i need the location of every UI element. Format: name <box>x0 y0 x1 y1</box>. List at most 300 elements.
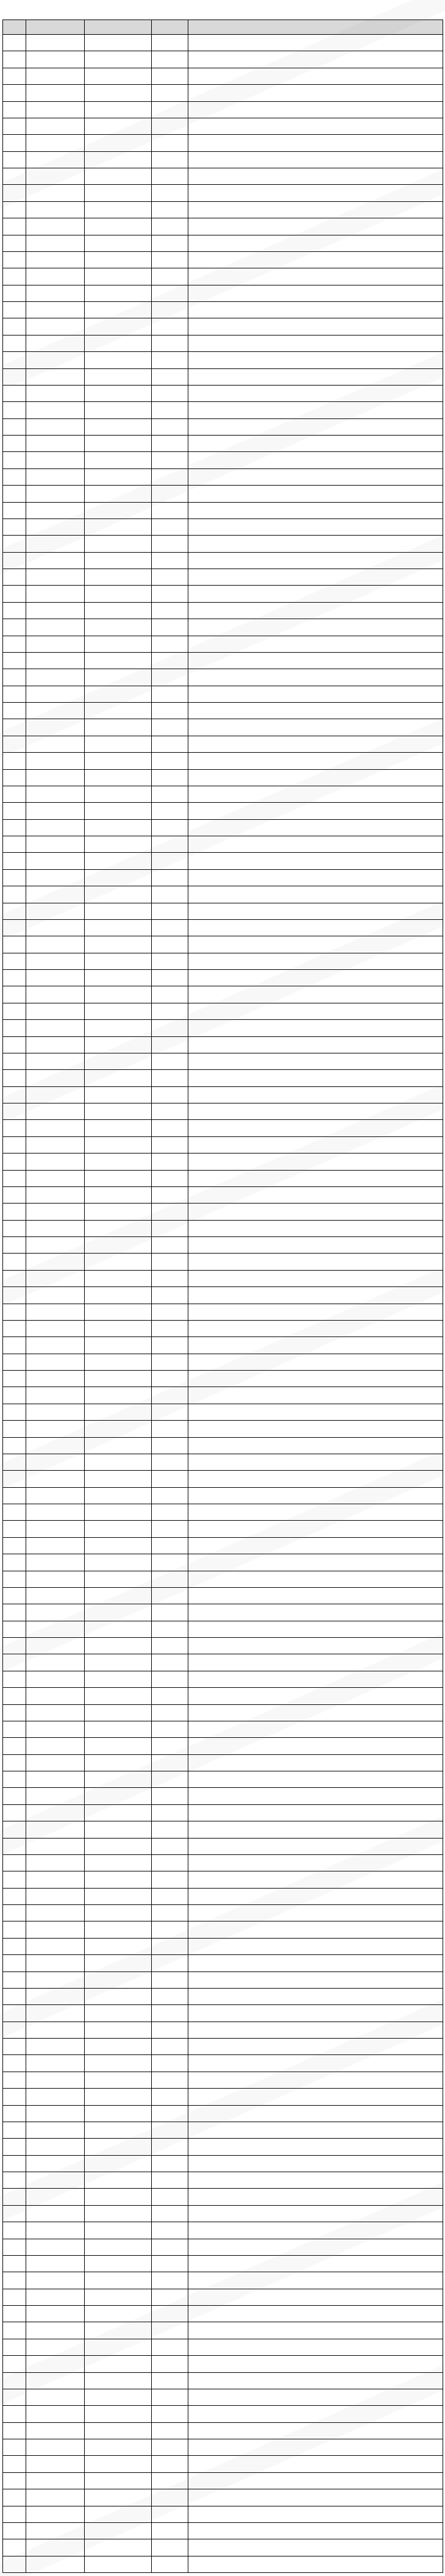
table-row <box>3 602 443 619</box>
cell-district <box>26 2089 85 2105</box>
table-row <box>3 1838 443 1854</box>
cell-gender <box>152 836 188 853</box>
cell-index <box>3 1604 26 1621</box>
cell-index <box>3 436 26 452</box>
table-row <box>3 201 443 218</box>
cell-district <box>26 1170 85 1186</box>
table-row <box>3 486 443 502</box>
cell-school-class <box>188 201 443 218</box>
cell-school-class <box>188 1036 443 1053</box>
cell-index <box>3 352 26 368</box>
cell-gender <box>152 552 188 569</box>
cell-district <box>26 235 85 251</box>
table-row <box>3 502 443 518</box>
cell-index <box>3 1103 26 1120</box>
cell-gender <box>152 602 188 619</box>
cell-school-class <box>188 552 443 569</box>
table-row <box>3 1554 443 1571</box>
cell-district <box>26 1754 85 1771</box>
cell-name <box>85 1871 152 1888</box>
cell-school-class <box>188 1754 443 1771</box>
cell-name <box>85 986 152 1003</box>
cell-district <box>26 1471 85 1487</box>
cell-index <box>3 1788 26 1804</box>
cell-district <box>26 1688 85 1704</box>
cell-index <box>3 569 26 586</box>
cell-gender <box>152 168 188 185</box>
table-row <box>3 218 443 235</box>
cell-name <box>85 1854 152 1871</box>
cell-school-class <box>188 2155 443 2172</box>
cell-index <box>3 2422 26 2439</box>
cell-index <box>3 1153 26 1170</box>
cell-school-class <box>188 2105 443 2122</box>
cell-school-class <box>188 1621 443 1637</box>
cell-index <box>3 2289 26 2305</box>
table-row <box>3 1638 443 1654</box>
cell-name <box>85 2406 152 2422</box>
table-row <box>3 1487 443 1504</box>
cell-school-class <box>188 352 443 368</box>
cell-gender <box>152 185 188 201</box>
cell-district <box>26 1371 85 1387</box>
cell-school-class <box>188 1854 443 1871</box>
cell-school-class <box>188 452 443 468</box>
cell-gender <box>152 2472 188 2489</box>
table-row <box>3 2105 443 2122</box>
table-row <box>3 1070 443 1086</box>
cell-name <box>85 2005 152 2022</box>
cell-district <box>26 2506 85 2522</box>
cell-gender <box>152 2556 188 2572</box>
cell-district <box>26 2556 85 2572</box>
cell-index <box>3 2155 26 2172</box>
cell-name <box>85 1821 152 1838</box>
cell-school-class <box>188 1554 443 1571</box>
cell-name <box>85 652 152 669</box>
cell-gender <box>152 1437 188 1454</box>
cell-district <box>26 1487 85 1504</box>
table-row <box>3 970 443 986</box>
cell-district <box>26 1921 85 1938</box>
cell-district <box>26 2055 85 2072</box>
cell-index <box>3 636 26 652</box>
cell-school-class <box>188 251 443 268</box>
cell-district <box>26 1354 85 1370</box>
cell-school-class <box>188 85 443 101</box>
cell-district <box>26 2522 85 2539</box>
cell-school-class <box>188 1721 443 1737</box>
table-row <box>3 468 443 485</box>
cell-gender <box>152 1354 188 1370</box>
cell-index <box>3 1921 26 1938</box>
cell-school-class <box>188 986 443 1003</box>
cell-index <box>3 2406 26 2422</box>
table-row <box>3 1086 443 1103</box>
cell-gender <box>152 2005 188 2022</box>
table-row <box>3 2172 443 2189</box>
cell-index <box>3 1320 26 1336</box>
table-row <box>3 2506 443 2522</box>
cell-name <box>85 1788 152 1804</box>
cell-name <box>85 385 152 401</box>
cell-name <box>85 1053 152 1069</box>
table-row <box>3 1036 443 1053</box>
cell-district <box>26 1287 85 1304</box>
cell-name <box>85 2506 152 2522</box>
cell-index <box>3 1220 26 1236</box>
cell-school-class <box>188 1103 443 1120</box>
cell-district <box>26 285 85 301</box>
table-row <box>3 235 443 251</box>
cell-school-class <box>188 151 443 168</box>
cell-index <box>3 35 26 51</box>
cell-school-class <box>188 1320 443 1336</box>
cell-school-class <box>188 1571 443 1587</box>
cell-index <box>3 1905 26 1921</box>
cell-school-class <box>188 2406 443 2422</box>
cell-school-class <box>188 1921 443 1938</box>
cell-district <box>26 452 85 468</box>
cell-school-class <box>188 1471 443 1487</box>
cell-gender <box>152 2022 188 2038</box>
table-row <box>3 1003 443 1019</box>
cell-index <box>3 2122 26 2138</box>
cell-district <box>26 1704 85 1721</box>
cell-index <box>3 318 26 335</box>
cell-school-class <box>188 302 443 318</box>
cell-index <box>3 1771 26 1788</box>
cell-gender <box>152 1988 188 2004</box>
cell-index <box>3 803 26 819</box>
cell-gender <box>152 1304 188 1320</box>
cell-district <box>26 953 85 969</box>
cell-district <box>26 1337 85 1354</box>
cell-name <box>85 602 152 619</box>
cell-gender <box>152 1053 188 1069</box>
cell-school-class <box>188 602 443 619</box>
cell-gender <box>152 669 188 686</box>
cell-index <box>3 2356 26 2372</box>
cell-index <box>3 919 26 936</box>
table-row <box>3 318 443 335</box>
cell-gender <box>152 769 188 786</box>
cell-index <box>3 335 26 351</box>
cell-school-class <box>188 2356 443 2372</box>
cell-name <box>85 1905 152 1921</box>
roster-table <box>2 20 443 2573</box>
cell-name <box>85 1454 152 1470</box>
cell-school-class <box>188 2439 443 2456</box>
table-row <box>3 1988 443 2004</box>
table-row <box>3 886 443 903</box>
cell-district <box>26 1036 85 1053</box>
cell-index <box>3 1971 26 1988</box>
cell-school-class <box>188 1070 443 1086</box>
cell-name <box>85 2289 152 2305</box>
table-row <box>3 185 443 201</box>
cell-name <box>85 1671 152 1687</box>
cell-index <box>3 2456 26 2472</box>
table-row <box>3 1287 443 1304</box>
cell-school-class <box>188 886 443 903</box>
cell-school-class <box>188 636 443 652</box>
cell-school-class <box>188 2122 443 2138</box>
cell-gender <box>152 201 188 218</box>
cell-index <box>3 769 26 786</box>
cell-gender <box>152 1838 188 1854</box>
cell-name <box>85 486 152 502</box>
cell-name <box>85 1304 152 1320</box>
cell-school-class <box>188 1437 443 1454</box>
cell-name <box>85 786 152 802</box>
table-row <box>3 2522 443 2539</box>
cell-gender <box>152 1854 188 1871</box>
table-row <box>3 1220 443 1236</box>
cell-gender <box>152 686 188 702</box>
cell-district <box>26 1086 85 1103</box>
cell-gender <box>152 51 188 68</box>
cell-school-class <box>188 1688 443 1704</box>
cell-gender <box>152 803 188 819</box>
cell-school-class <box>188 486 443 502</box>
cell-school-class <box>188 235 443 251</box>
cell-index <box>3 1120 26 1136</box>
cell-name <box>85 418 152 435</box>
cell-gender <box>152 2339 188 2355</box>
cell-district <box>26 936 85 953</box>
cell-name <box>85 268 152 285</box>
cell-district <box>26 2422 85 2439</box>
cell-gender <box>152 1638 188 1654</box>
cell-index <box>3 1738 26 1754</box>
cell-district <box>26 803 85 819</box>
cell-gender <box>152 1521 188 1537</box>
cell-school-class <box>188 218 443 235</box>
cell-school-class <box>188 853 443 869</box>
cell-school-class <box>188 1237 443 1254</box>
cell-name <box>85 85 152 101</box>
cell-gender <box>152 502 188 518</box>
cell-district <box>26 1237 85 1254</box>
cell-school-class <box>188 2506 443 2522</box>
cell-gender <box>152 2089 188 2105</box>
cell-name <box>85 1153 152 1170</box>
table-row <box>3 936 443 953</box>
cell-gender <box>152 636 188 652</box>
cell-district <box>26 1153 85 1170</box>
cell-school-class <box>188 919 443 936</box>
cell-school-class <box>188 118 443 134</box>
cell-school-class <box>188 1136 443 1153</box>
cell-district <box>26 2022 85 2038</box>
cell-school-class <box>188 719 443 736</box>
cell-name <box>85 2139 152 2155</box>
cell-school-class <box>188 468 443 485</box>
cell-gender <box>152 1371 188 1387</box>
cell-gender <box>152 586 188 602</box>
table-row <box>3 1504 443 1521</box>
cell-index <box>3 2306 26 2322</box>
cell-district <box>26 218 85 235</box>
cell-index <box>3 2205 26 2222</box>
cell-index <box>3 836 26 853</box>
cell-index <box>3 1371 26 1387</box>
cell-school-class <box>188 1504 443 1521</box>
cell-district <box>26 2306 85 2322</box>
cell-index <box>3 953 26 969</box>
cell-name <box>85 853 152 869</box>
table-row <box>3 819 443 836</box>
table-row <box>3 1621 443 1637</box>
cell-school-class <box>188 1404 443 1420</box>
table-row <box>3 2089 443 2105</box>
cell-school-class <box>188 101 443 118</box>
cell-name <box>85 1521 152 1537</box>
cell-gender <box>152 1971 188 1988</box>
cell-school-class <box>188 2472 443 2489</box>
cell-index <box>3 2439 26 2456</box>
cell-name <box>85 2172 152 2189</box>
cell-district <box>26 836 85 853</box>
cell-gender <box>152 736 188 752</box>
cell-index <box>3 1754 26 1771</box>
cell-gender <box>152 1604 188 1621</box>
cell-gender <box>152 2155 188 2172</box>
cell-gender <box>152 452 188 468</box>
cell-name <box>85 2439 152 2456</box>
cell-gender <box>152 2222 188 2239</box>
cell-district <box>26 536 85 552</box>
cell-name <box>85 736 152 752</box>
cell-index <box>3 235 26 251</box>
cell-gender <box>152 2172 188 2189</box>
header-index <box>3 20 26 35</box>
cell-district <box>26 586 85 602</box>
cell-gender <box>152 1554 188 1571</box>
cell-name <box>85 468 152 485</box>
cell-name <box>85 2322 152 2339</box>
cell-name <box>85 970 152 986</box>
cell-gender <box>152 2422 188 2439</box>
table-row <box>3 2039 443 2055</box>
table-row <box>3 1304 443 1320</box>
cell-index <box>3 418 26 435</box>
table-row <box>3 1955 443 1971</box>
cell-district <box>26 1671 85 1687</box>
cell-district <box>26 2039 85 2055</box>
cell-index <box>3 1638 26 1654</box>
cell-name <box>85 1604 152 1621</box>
cell-name <box>85 318 152 335</box>
table-row <box>3 2556 443 2572</box>
cell-name <box>85 2072 152 2088</box>
cell-index <box>3 853 26 869</box>
table-row <box>3 1704 443 1721</box>
cell-name <box>85 936 152 953</box>
cell-index <box>3 402 26 418</box>
table-row <box>3 753 443 769</box>
cell-school-class <box>188 586 443 602</box>
cell-school-class <box>188 1153 443 1170</box>
table-row <box>3 903 443 919</box>
cell-name <box>85 1070 152 1086</box>
cell-gender <box>152 1905 188 1921</box>
cell-name <box>85 1738 152 1754</box>
cell-school-class <box>188 1086 443 1103</box>
cell-index <box>3 68 26 84</box>
cell-district <box>26 1821 85 1838</box>
cell-school-class <box>188 2072 443 2088</box>
cell-name <box>85 1721 152 1737</box>
cell-school-class <box>188 2172 443 2189</box>
cell-gender <box>152 2506 188 2522</box>
cell-gender <box>152 1020 188 1036</box>
cell-school-class <box>188 1704 443 1721</box>
table-row <box>3 2289 443 2305</box>
cell-name <box>85 1404 152 1420</box>
cell-district <box>26 1604 85 1621</box>
cell-name <box>85 2189 152 2205</box>
table-row <box>3 919 443 936</box>
cell-district <box>26 2289 85 2305</box>
cell-district <box>26 2172 85 2189</box>
cell-school-class <box>188 1020 443 1036</box>
cell-index <box>3 1020 26 1036</box>
cell-name <box>85 51 152 68</box>
cell-gender <box>152 2255 188 2272</box>
cell-name <box>85 769 152 786</box>
cell-gender <box>152 151 188 168</box>
table-row <box>3 1421 443 1437</box>
cell-district <box>26 1070 85 1086</box>
cell-school-class <box>188 2039 443 2055</box>
cell-name <box>85 2422 152 2439</box>
table-row <box>3 1821 443 1838</box>
table-row <box>3 2422 443 2439</box>
cell-name <box>85 2456 152 2472</box>
cell-name <box>85 1387 152 1404</box>
table-row <box>3 2189 443 2205</box>
cell-school-class <box>188 686 443 702</box>
cell-school-class <box>188 2422 443 2439</box>
table-row <box>3 1354 443 1370</box>
cell-district <box>26 1587 85 1604</box>
table-row <box>3 1654 443 1671</box>
cell-gender <box>152 218 188 235</box>
cell-district <box>26 1554 85 1571</box>
table-row <box>3 1905 443 1921</box>
table-row <box>3 2139 443 2155</box>
cell-name <box>85 2372 152 2389</box>
cell-index <box>3 1354 26 1370</box>
cell-name <box>85 803 152 819</box>
cell-name <box>85 1103 152 1120</box>
cell-gender <box>152 118 188 134</box>
table-row <box>3 1921 443 1938</box>
cell-district <box>26 1220 85 1236</box>
cell-index <box>3 302 26 318</box>
cell-name <box>85 452 152 468</box>
cell-index <box>3 869 26 886</box>
cell-school-class <box>188 51 443 68</box>
cell-school-class <box>188 436 443 452</box>
cell-district <box>26 686 85 702</box>
cell-district <box>26 1437 85 1454</box>
cell-district <box>26 1521 85 1537</box>
cell-name <box>85 2356 152 2372</box>
cell-school-class <box>188 1938 443 1954</box>
